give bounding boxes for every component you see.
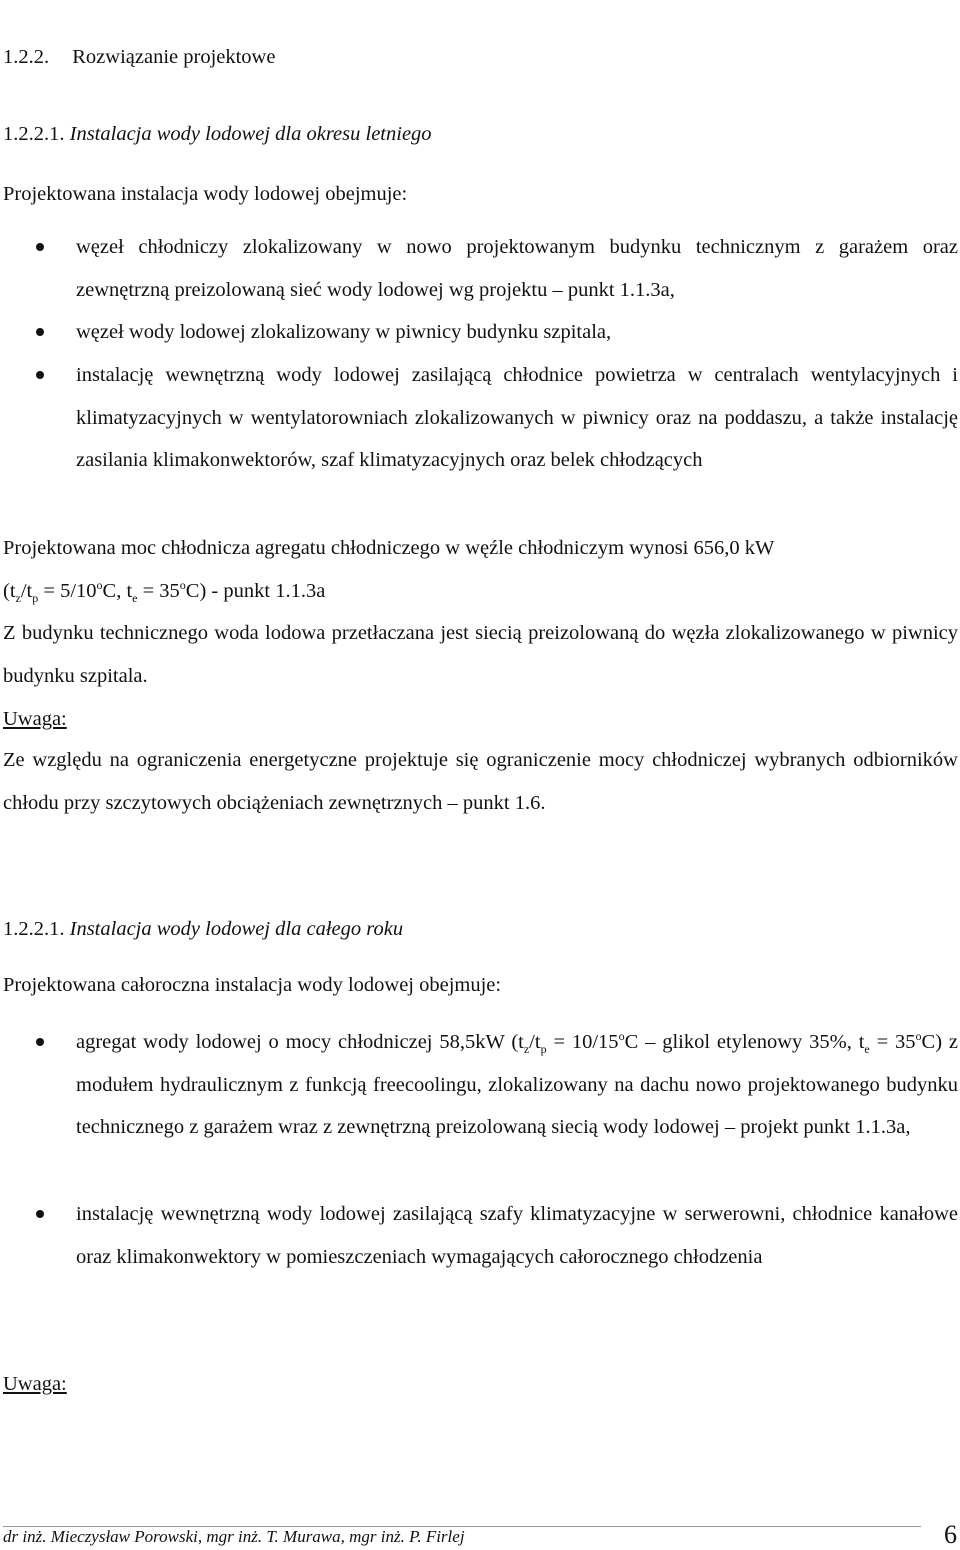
subsection-number: 1.2.2.1.: [3, 123, 65, 145]
power-line: Projektowana moc chłodnicza agregatu chłodniczego w węźle chłodniczym wynosi 656,0 kW: [3, 537, 775, 559]
bullet-icon: [36, 1038, 44, 1046]
footer-authors: dr inż. Mieczysław Porowski, mgr inż. T. Murawa, mgr inż. P. Firlej: [3, 1527, 465, 1546]
subsection-title: Instalacja wody lodowej dla całego roku: [69, 918, 404, 940]
section-number: 1.2.2.: [3, 46, 50, 68]
list-item: instalację wewnętrzną wody lodowej zasilającą chłodnice powietrza w centralach wentylacyjnych i klimatyzacyjnych w wentylatorowniach zlokalizowanych w piwnicy oraz na poddaszu, a także instalację zasilania klimakonwektorów, szaf klimatyzacyjnych oraz belek chłodzących: [76, 364, 958, 471]
note-label: Uwaga:: [3, 708, 67, 730]
bullet-icon: [36, 328, 44, 336]
transfer-paragraph: Z budynku technicznego woda lodowa przetłaczana jest siecią preizolowaną do węzła zlokalizowanego w piwnicy budynku szpitala.: [3, 622, 958, 687]
power-paragraph: Projektowana moc chłodnicza agregatu chłodniczego w węźle chłodniczym wynosi 656,0 kW ($t_z/t_p = 5/10^oC$, $t_e = 35^oC$) - punkt 1.1.3a: [3, 537, 775, 605]
list-item: instalację wewnętrzną wody lodowej zasilającą szafy klimatyzacyjne w serwerowni, chłodnice kanałowe oraz klimakonwektory w pomieszczeniach wymagających całorocznego chłodzenia: [76, 1203, 958, 1268]
subsection-number: 1.2.2.1.: [3, 918, 65, 940]
note-paragraph: Ze względu na ograniczenia energetyczne projektuje się ograniczenie mocy chłodniczej wybranych odbiorników chłodu przy szczytowych obciążeniach zewnętrznych – punkt 1.6.: [3, 749, 958, 814]
section-title: Rozwiązanie projektowe: [72, 46, 276, 68]
subsection-title: Instalacja wody lodowej dla okresu letniego: [69, 123, 432, 145]
bullet-icon: [36, 243, 44, 251]
subsection-heading-allyear: [3, 916, 403, 942]
intro-paragraph: Projektowana instalacja wody lodowej obejmuje:: [3, 183, 408, 205]
list-item: węzeł wody lodowej zlokalizowany w piwnicy budynku szpitala,: [76, 321, 612, 343]
list-item: agregat wody lodowej o mocy chłodniczej 58,5kW ($t_z/t_p = 10/15^oC$ – glikol etylenowy 35%, $t_e = 35^oC$) z modułem hydraulicznym z funkcją freecoolingu, zlokalizowany na dachu nowo projektowanego budynku technicznego z garażem wraz z zewnętrzną preizolowaną siecią wody lodowej – projekt punkt 1.1.3a,: [76, 1029, 958, 1138]
note-label: Uwaga:: [3, 1373, 67, 1395]
page-number: 6: [944, 1520, 957, 1549]
subsection-heading-summer: [3, 121, 432, 147]
bullet-icon: [36, 1210, 44, 1218]
section-heading: [3, 44, 275, 70]
intro-paragraph: Projektowana całoroczna instalacja wody lodowej obejmuje:: [3, 974, 502, 996]
bullet-icon: [36, 371, 44, 379]
list-item: węzeł chłodniczy zlokalizowany w nowo projektowanym budynku technicznym z garażem oraz zewnętrzną preizolowaną sieć wody lodowej wg projektu – punkt 1.1.3a,: [76, 236, 958, 301]
